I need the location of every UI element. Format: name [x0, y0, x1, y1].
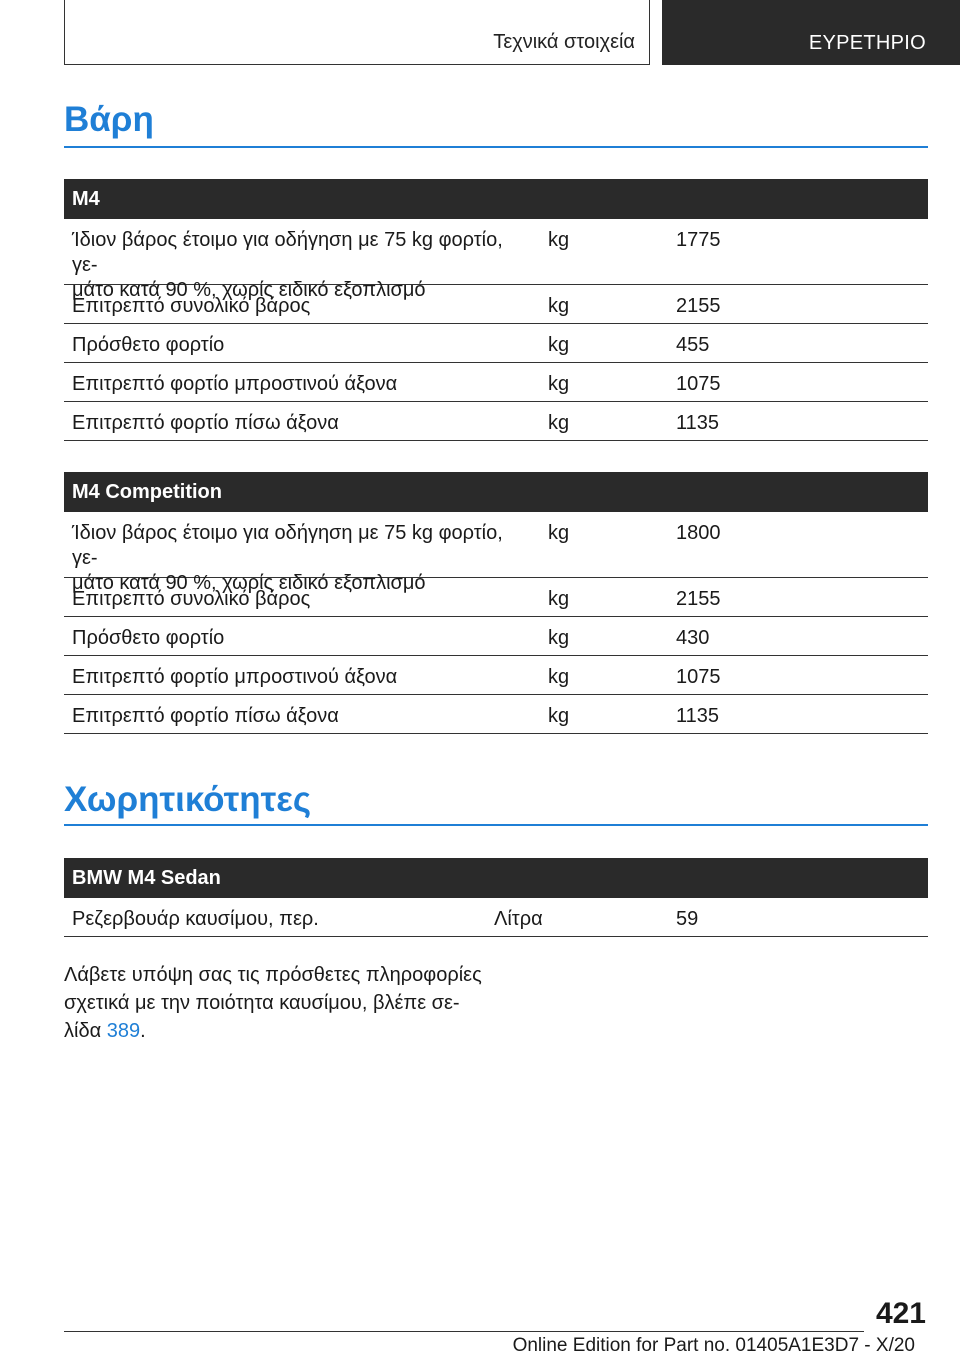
- table-row: [64, 402, 928, 441]
- table-row: [64, 656, 928, 695]
- page-reference-link[interactable]: 389: [106, 1020, 141, 1042]
- row-unit: kg: [548, 627, 570, 649]
- row-label: Επιτρεπτό συνολικό βάρος: [72, 295, 311, 317]
- row-value: 1135: [676, 412, 720, 434]
- row-label: Επιτρεπτό φορτίο μπροστινού άξονα: [72, 666, 398, 688]
- table-row: [64, 363, 928, 402]
- table-row: [64, 324, 928, 363]
- row-unit: kg: [548, 295, 570, 317]
- row-label-line: μάτο κατά 90 %, χωρίς ειδικό εξοπλισμό: [72, 279, 426, 301]
- table-row: [64, 617, 928, 656]
- note-text: λίδα: [64, 1020, 107, 1042]
- table-header: M4 Competition: [64, 472, 928, 512]
- row-value: 2155: [676, 588, 721, 610]
- fuel-quality-note: [64, 961, 484, 1045]
- row-value: 1135: [676, 705, 720, 727]
- row-unit: kg: [548, 666, 570, 688]
- footer-divider: [64, 1331, 864, 1332]
- row-unit: kg: [548, 522, 570, 544]
- row-unit: kg: [548, 705, 570, 727]
- note-line: Λάβετε υπόψη σας τις πρόσθετες πληροφορίες: [64, 964, 482, 986]
- section-tab-label: Τεχνικά στοιχεία: [493, 31, 635, 53]
- table-header: M4: [64, 179, 928, 219]
- table-row: [64, 219, 928, 301]
- row-label: Επιτρεπτό συνολικό βάρος: [72, 588, 311, 610]
- row-unit: kg: [548, 412, 570, 434]
- table-row: [64, 512, 928, 594]
- row-label: Ρεζερβουάρ καυσίμου, περ.: [72, 908, 319, 930]
- m4-competition-weights-table: [64, 472, 928, 734]
- table-header: BMW M4 Sedan: [64, 858, 928, 898]
- page-number: 421: [875, 1297, 926, 1330]
- row-label: Πρόσθετο φορτίο: [72, 334, 225, 356]
- section-tab[interactable]: [64, 0, 650, 65]
- row-value: 455: [676, 334, 710, 356]
- row-label: [64, 228, 538, 301]
- note-line: [64, 1017, 484, 1045]
- row-value: 1075: [676, 373, 721, 395]
- note-text: .: [140, 1020, 146, 1042]
- row-unit: kg: [548, 334, 570, 356]
- row-value: 1075: [676, 666, 721, 688]
- row-unit: kg: [548, 588, 570, 610]
- capacities-table: [64, 858, 928, 937]
- row-label: Πρόσθετο φορτίο: [72, 627, 225, 649]
- row-label-line: μάτο κατά 90 %, χωρίς ειδικό εξοπλισμό: [72, 572, 426, 594]
- row-label: Επιτρεπτό φορτίο πίσω άξονα: [72, 412, 339, 434]
- edition-text: Online Edition for Part no. 01405A1E3D7 - X/20: [512, 1335, 915, 1356]
- row-label-line: Ίδιον βάρος έτοιμο για οδήγηση με 75 kg φορτίο, γε-: [72, 229, 503, 276]
- row-label: Επιτρεπτό φορτίο πίσω άξονα: [72, 705, 339, 727]
- row-value: 1775: [676, 229, 721, 251]
- row-value: 430: [676, 627, 710, 649]
- row-label: Επιτρεπτό φορτίο μπροστινού άξονα: [72, 373, 398, 395]
- row-unit: Λίτρα: [494, 908, 543, 930]
- index-tab-label: ΕΥΡΕΤΗΡΙΟ: [808, 32, 926, 54]
- note-line: σχετικά με την ποιότητα καυσίμου, βλέπε σε-: [64, 992, 460, 1014]
- row-unit: kg: [548, 373, 570, 395]
- capacities-heading: Χωρητικότητες: [64, 780, 928, 826]
- row-value: 59: [676, 908, 699, 930]
- table-row: [64, 695, 928, 734]
- row-label-line: Ίδιον βάρος έτοιμο για οδήγηση με 75 kg φορτίο, γε-: [72, 522, 503, 569]
- row-value: 2155: [676, 295, 721, 317]
- table-row: [64, 898, 928, 937]
- weights-heading: Βάρη: [64, 100, 928, 148]
- index-tab[interactable]: [662, 0, 960, 65]
- row-unit: kg: [548, 229, 570, 251]
- row-value: 1800: [676, 522, 721, 544]
- m4-weights-table: [64, 179, 928, 441]
- row-label: [64, 521, 538, 594]
